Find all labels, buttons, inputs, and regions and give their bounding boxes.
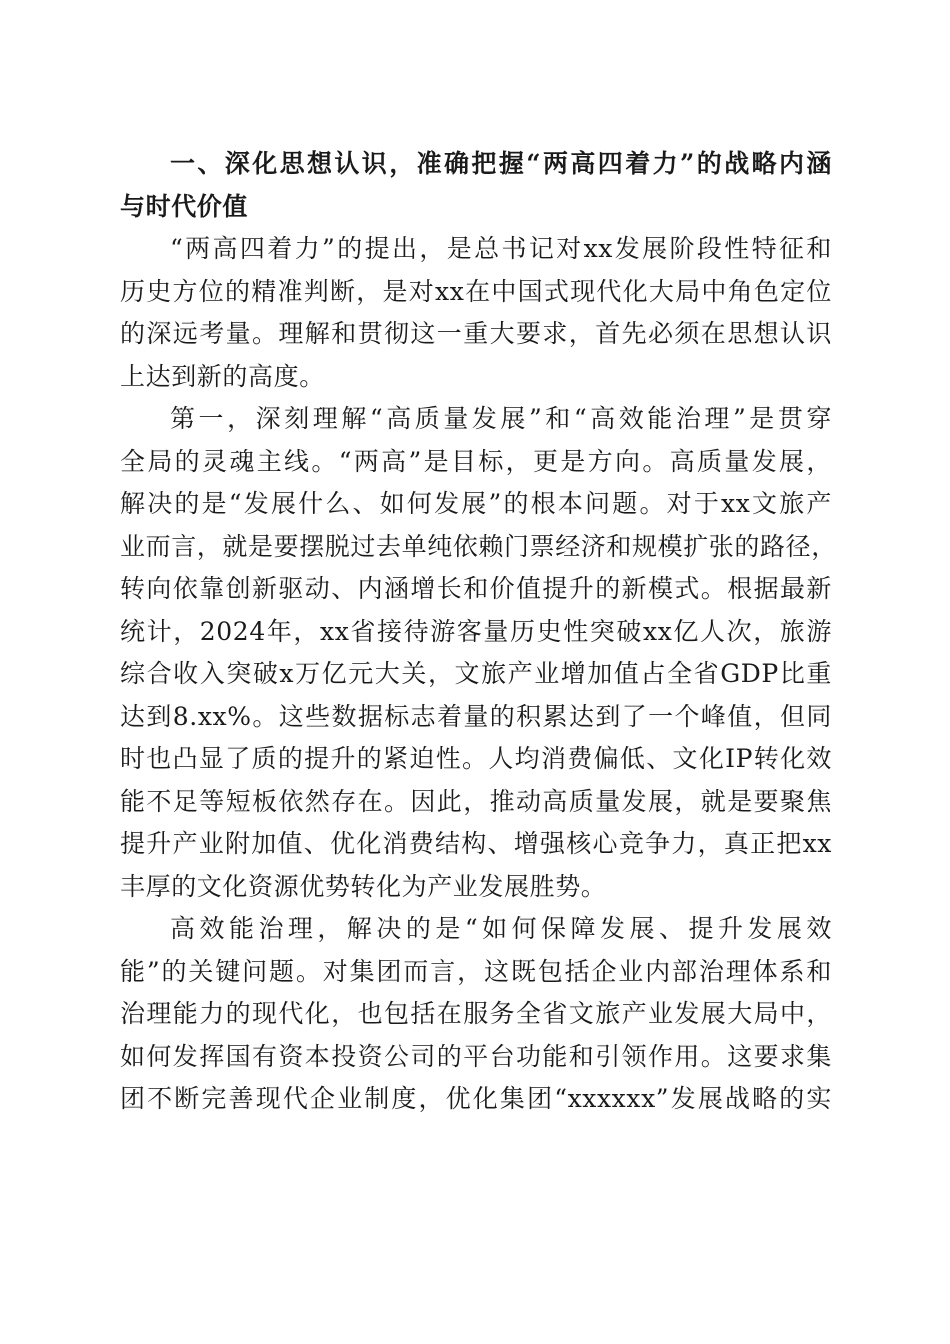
heading-line: 与时代价值 <box>120 191 249 221</box>
paragraph-line: 第一，深刻理解“高质量发展”和“高效能治理”是贯穿 <box>170 404 832 433</box>
paragraph-line: 解决的是“发展什么、如何发展”的根本问题。对于xx文旅产 <box>120 489 832 518</box>
paragraph-line: 业而言，就是要摆脱过去单纯依赖门票经济和规模扩张的路径， <box>120 531 837 561</box>
paragraph-line: 历史方位的精准判断，是对xx在中国式现代化大局中角色定位 <box>120 276 832 306</box>
paragraph-line: 时也凸显了质的提升的紧迫性。人均消费偏低、文化IP转化效 <box>120 744 832 773</box>
paragraph-line: 转向依靠创新驱动、内涵增长和价值提升的新模式。根据最新 <box>120 574 832 603</box>
paragraph-governance <box>120 908 832 1121</box>
paragraph-line: 提升产业附加值、优化消费结构、增强核心竞争力，真正把xx <box>120 829 832 858</box>
paragraph-line: 如何发挥国有资本投资公司的平台功能和引领作用。这要求集 <box>120 1041 832 1071</box>
paragraph-line: 达到8.xx%。这些数据标志着量的积累达到了一个峰值，但同 <box>120 701 832 731</box>
paragraph-line: 上达到新的高度。 <box>120 361 325 391</box>
paragraph-line: 治理能力的现代化，也包括在服务全省文旅产业发展大局中， <box>120 999 832 1028</box>
section-heading <box>120 143 832 228</box>
paragraph-first-point <box>120 398 837 908</box>
heading-line: 一、深化思想认识，准确把握“两高四着力”的战略内涵 <box>170 149 832 178</box>
document-body <box>120 143 837 1121</box>
paragraph-line: 能不足等短板依然存在。因此，推动高质量发展，就是要聚焦 <box>120 786 832 816</box>
paragraph-line: 高效能治理，解决的是“如何保障发展、提升发展效 <box>170 914 832 943</box>
paragraph-line: “两高四着力”的提出，是总书记对xx发展阶段性特征和 <box>170 234 832 263</box>
paragraph-line: 统计，2024年，xx省接待游客量历史性突破xx亿人次，旅游 <box>120 616 832 646</box>
paragraph-intro <box>120 228 832 398</box>
paragraph-line: 丰厚的文化资源优势转化为产业发展胜势。 <box>120 871 607 901</box>
paragraph-line: 综合收入突破x万亿元大关，文旅产业增加值占全省GDP比重 <box>120 659 832 688</box>
paragraph-line: 的深远考量。理解和贯彻这一重大要求，首先必须在思想认识 <box>120 319 832 348</box>
paragraph-line: 能”的关键问题。对集团而言，这既包括企业内部治理体系和 <box>120 956 832 986</box>
paragraph-line: 全局的灵魂主线。“两高”是目标，更是方向。高质量发展， <box>120 446 832 476</box>
paragraph-line: 团不断完善现代企业制度，优化集团“xxxxxx”发展战略的实 <box>120 1084 832 1113</box>
